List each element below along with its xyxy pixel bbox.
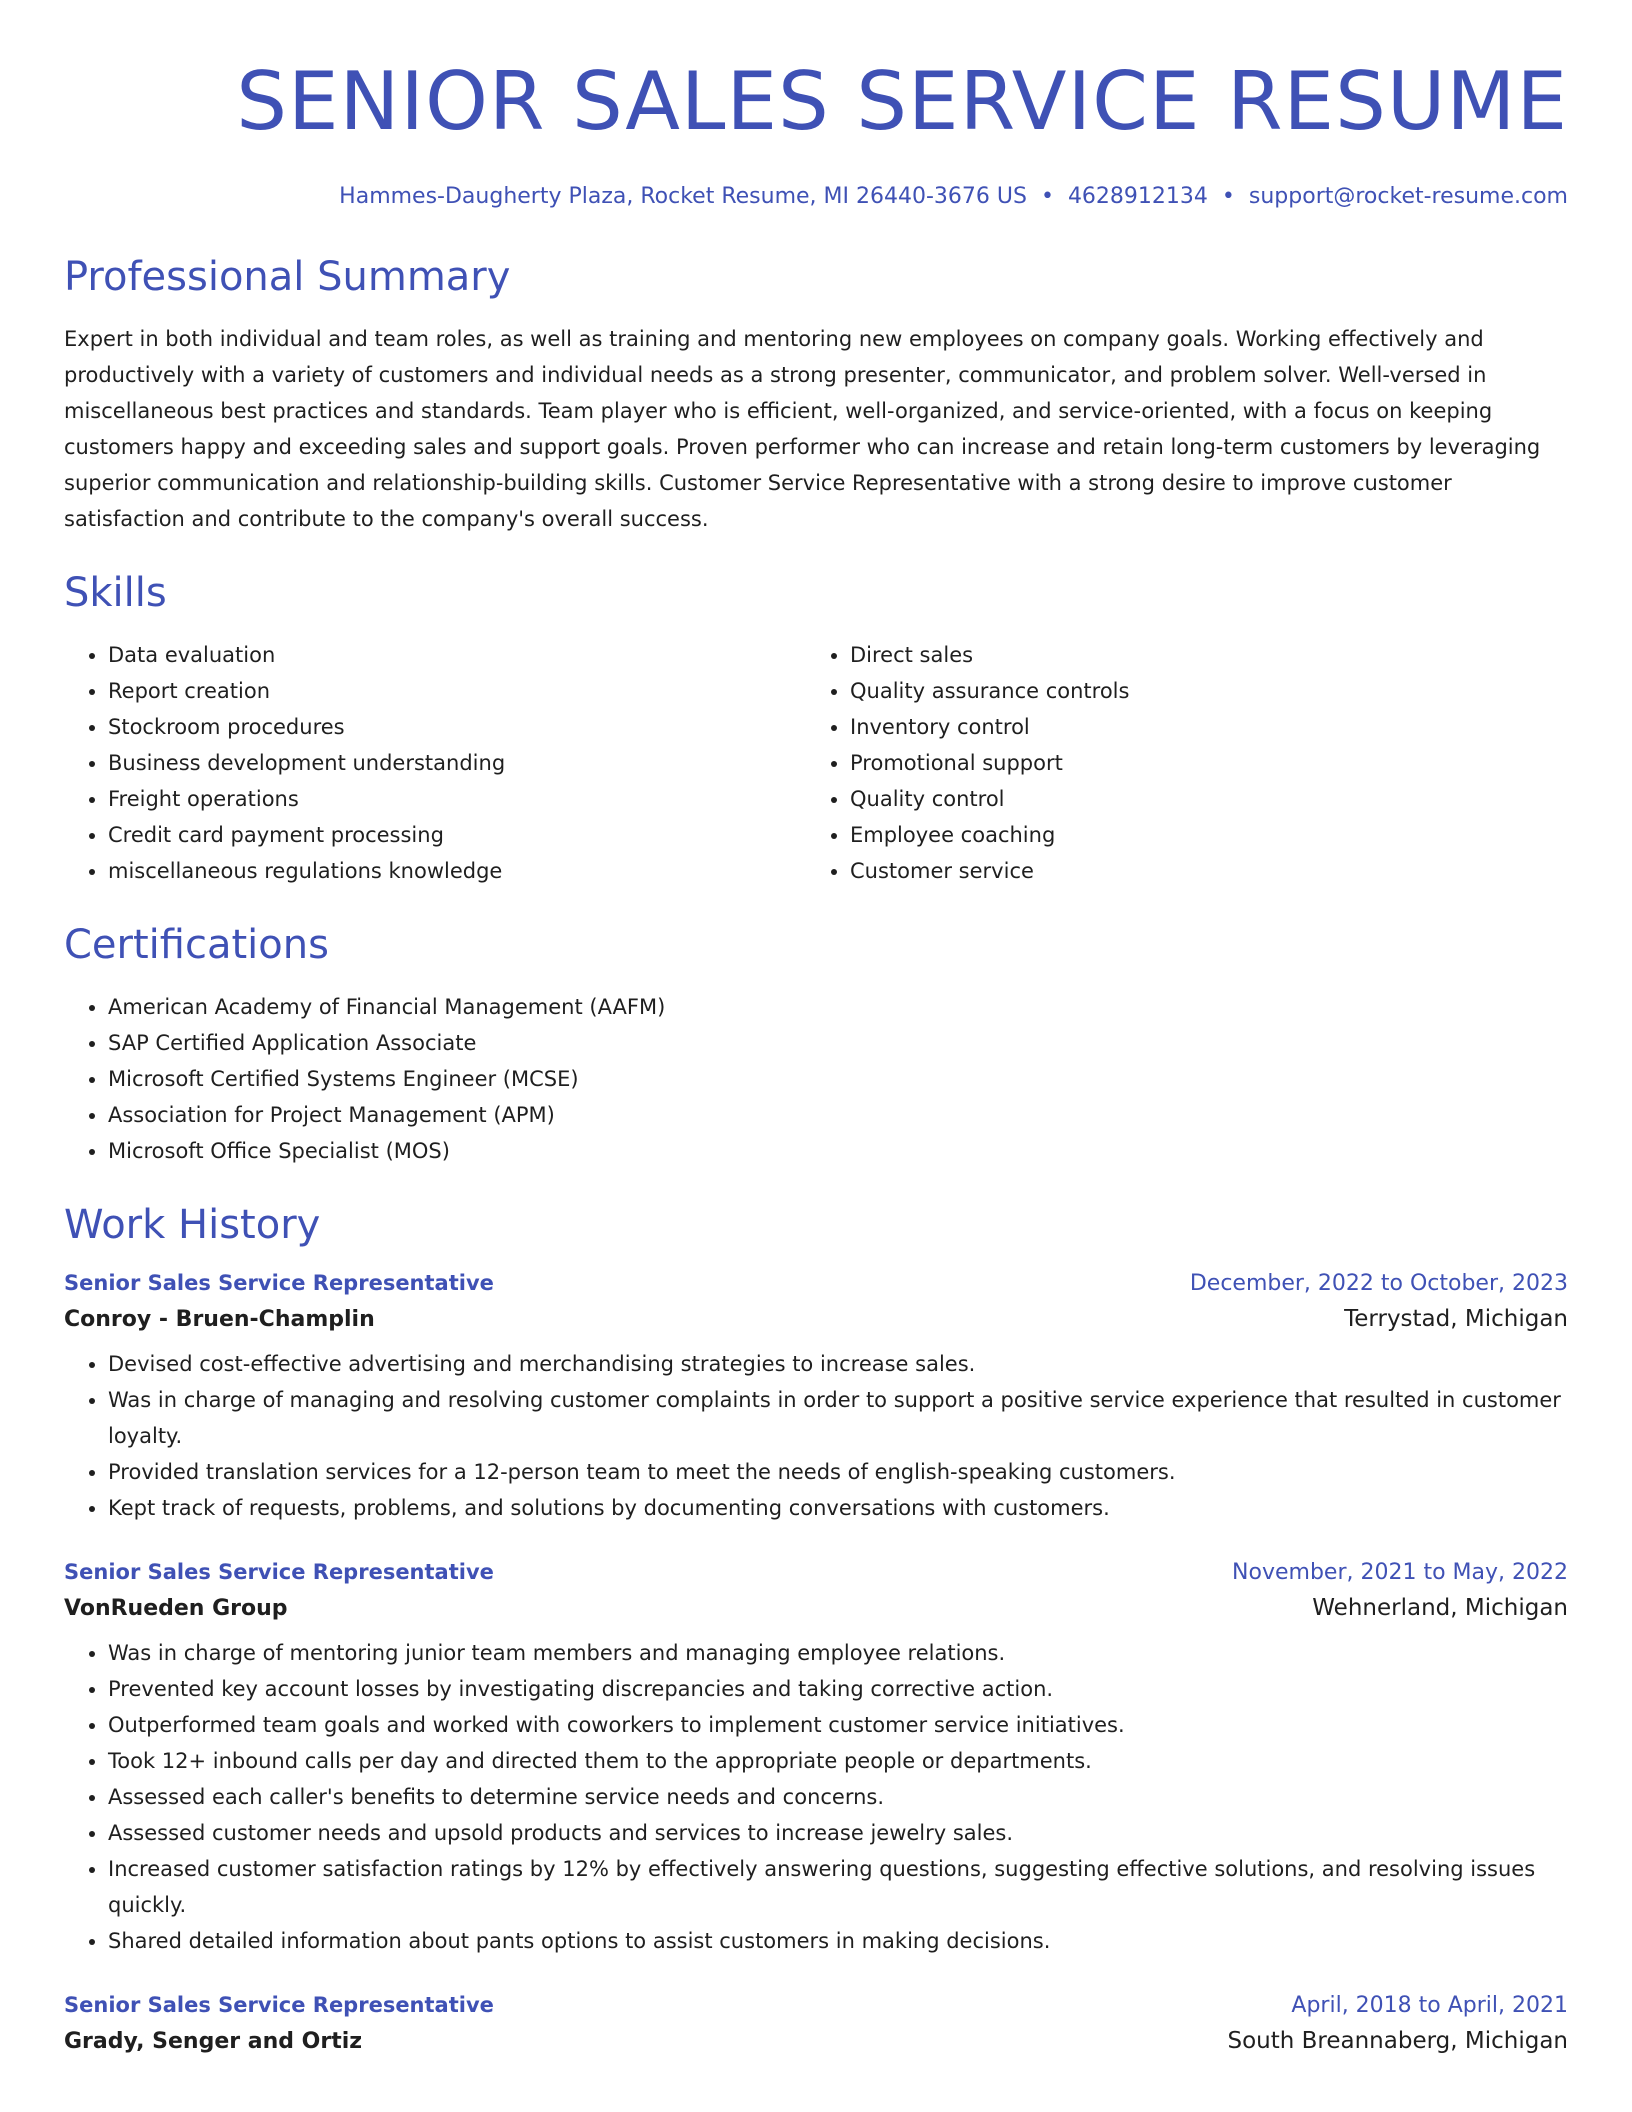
contact-phone: 4628912134 xyxy=(1067,184,1208,209)
skills-column-right xyxy=(806,637,1548,889)
skill-item: • Quality assurance controls xyxy=(850,673,1548,709)
duty-item: • Provided translation services for a 12-person team to meet the needs of english-speaking customers. xyxy=(108,1454,1568,1490)
job-title: Senior Sales Service Representative xyxy=(64,1271,494,1295)
duty-item: • Assessed each caller's benefits to determine service needs and concerns. xyxy=(108,1779,1568,1815)
job-entry xyxy=(64,1560,1568,1959)
certification-item: • Association for Project Management (APM) xyxy=(108,1097,1568,1133)
duty-item: • Increased customer satisfaction ratings by 12% by effectively answering questions, suggesting effective solutions, and resolving issues quickly. xyxy=(108,1851,1568,1923)
job-company: Grady, Senger and Ortiz xyxy=(64,2029,363,2054)
summary-heading: Professional Summary xyxy=(64,254,511,300)
skill-item: • Stockroom procedures xyxy=(108,709,806,745)
duty-item: • Was in charge of managing and resolving customer complaints in order to support a positive service experience that resulted in customer loyalty. xyxy=(108,1382,1568,1454)
resume-title: SENIOR SALES SERVICE RESUME xyxy=(236,55,1568,148)
job-duties xyxy=(64,1635,1568,1959)
duty-item: • Assessed customer needs and upsold products and services to increase jewelry sales. xyxy=(108,1815,1568,1851)
job-location: Wehnerland, Michigan xyxy=(1312,1595,1568,1621)
contact-separator: • xyxy=(1040,184,1054,209)
work-history-heading: Work History xyxy=(64,1202,321,1248)
certification-item: • SAP Certified Application Associate xyxy=(108,1025,1568,1061)
contact-email: support@rocket-resume.com xyxy=(1248,184,1568,209)
job-header xyxy=(64,1560,1568,1585)
skill-item: • Employee coaching xyxy=(850,817,1548,853)
skill-item: • Business development understanding xyxy=(108,745,806,781)
job-subheader xyxy=(64,1595,1568,1621)
certification-item: • Microsoft Certified Systems Engineer (MCSE) xyxy=(108,1061,1568,1097)
skill-item: • Credit card payment processing xyxy=(108,817,806,853)
skill-item: • miscellaneous regulations knowledge xyxy=(108,853,806,889)
job-location: South Breannaberg, Michigan xyxy=(1227,2028,1568,2054)
skill-item: • Direct sales xyxy=(850,637,1548,673)
job-company: Conroy - Bruen-Champlin xyxy=(64,1307,375,1332)
summary-text: Expert in both individual and team roles, as well as training and mentoring new employees on company goals. Working effectively and productively with a variety of customers and individual needs as a strong presenter, communicator, and problem solver. Well-versed in miscellaneous best practices and standards. Team player who is efficient, well-organized, and service-oriented, with a focus on keeping customers happy and exceeding sales and support goals. Proven performer who can increase and retain long-term customers by leveraging superior communication and relationship-building skills. Customer Service Representative with a strong desire to improve customer satisfaction and contribute to the company's overall success. xyxy=(64,327,1541,531)
certification-item: • American Academy of Financial Management (AAFM) xyxy=(108,989,1568,1025)
duty-item: • Kept track of requests, problems, and solutions by documenting conversations with customers. xyxy=(108,1490,1568,1526)
skill-item: • Data evaluation xyxy=(108,637,806,673)
skill-item: • Customer service xyxy=(850,853,1548,889)
skills-column-left xyxy=(64,637,806,889)
duty-item: • Devised cost-effective advertising and merchandising strategies to increase sales. xyxy=(108,1346,1568,1382)
job-header xyxy=(64,1993,1568,2018)
job-dates: November, 2021 to May, 2022 xyxy=(1232,1560,1568,1585)
duty-item: • Shared detailed information about pants options to assist customers in making decisions. xyxy=(108,1923,1568,1959)
job-title: Senior Sales Service Representative xyxy=(64,1560,494,1584)
job-header xyxy=(64,1271,1568,1296)
certifications-heading: Certifications xyxy=(64,922,329,968)
job-dates: April, 2018 to April, 2021 xyxy=(1291,1993,1568,2018)
job-dates: December, 2022 to October, 2023 xyxy=(1189,1271,1568,1296)
contact-address: Hammes-Daugherty Plaza, Rocket Resume, MI 26440-3676 US xyxy=(339,184,1027,209)
skill-item: • Promotional support xyxy=(850,745,1548,781)
duty-item: • Outperformed team goals and worked with coworkers to implement customer service initiatives. xyxy=(108,1707,1568,1743)
resume-page xyxy=(64,0,1568,2054)
duty-item: • Prevented key account losses by investigating discrepancies and taking corrective action. xyxy=(108,1671,1568,1707)
contact-line xyxy=(64,184,1568,209)
skills-grid xyxy=(64,637,1568,889)
job-location: Terrystad, Michigan xyxy=(1344,1306,1568,1332)
duty-item: • Was in charge of mentoring junior team members and managing employee relations. xyxy=(108,1635,1568,1671)
duty-item: • Took 12+ inbound calls per day and directed them to the appropriate people or departments. xyxy=(108,1743,1568,1779)
skill-item: • Inventory control xyxy=(850,709,1548,745)
skill-item: • Report creation xyxy=(108,673,806,709)
job-subheader xyxy=(64,2028,1568,2054)
certifications-list xyxy=(64,989,1568,1169)
job-company: VonRueden Group xyxy=(64,1596,288,1621)
contact-separator: • xyxy=(1221,184,1235,209)
job-subheader xyxy=(64,1306,1568,1332)
skill-item: • Quality control xyxy=(850,781,1548,817)
certification-item: • Microsoft Office Specialist (MOS) xyxy=(108,1133,1568,1169)
job-entry xyxy=(64,1993,1568,2054)
job-duties xyxy=(64,1346,1568,1526)
job-title: Senior Sales Service Representative xyxy=(64,1993,494,2017)
skills-heading: Skills xyxy=(64,570,167,616)
job-entry xyxy=(64,1271,1568,1526)
skill-item: • Freight operations xyxy=(108,781,806,817)
